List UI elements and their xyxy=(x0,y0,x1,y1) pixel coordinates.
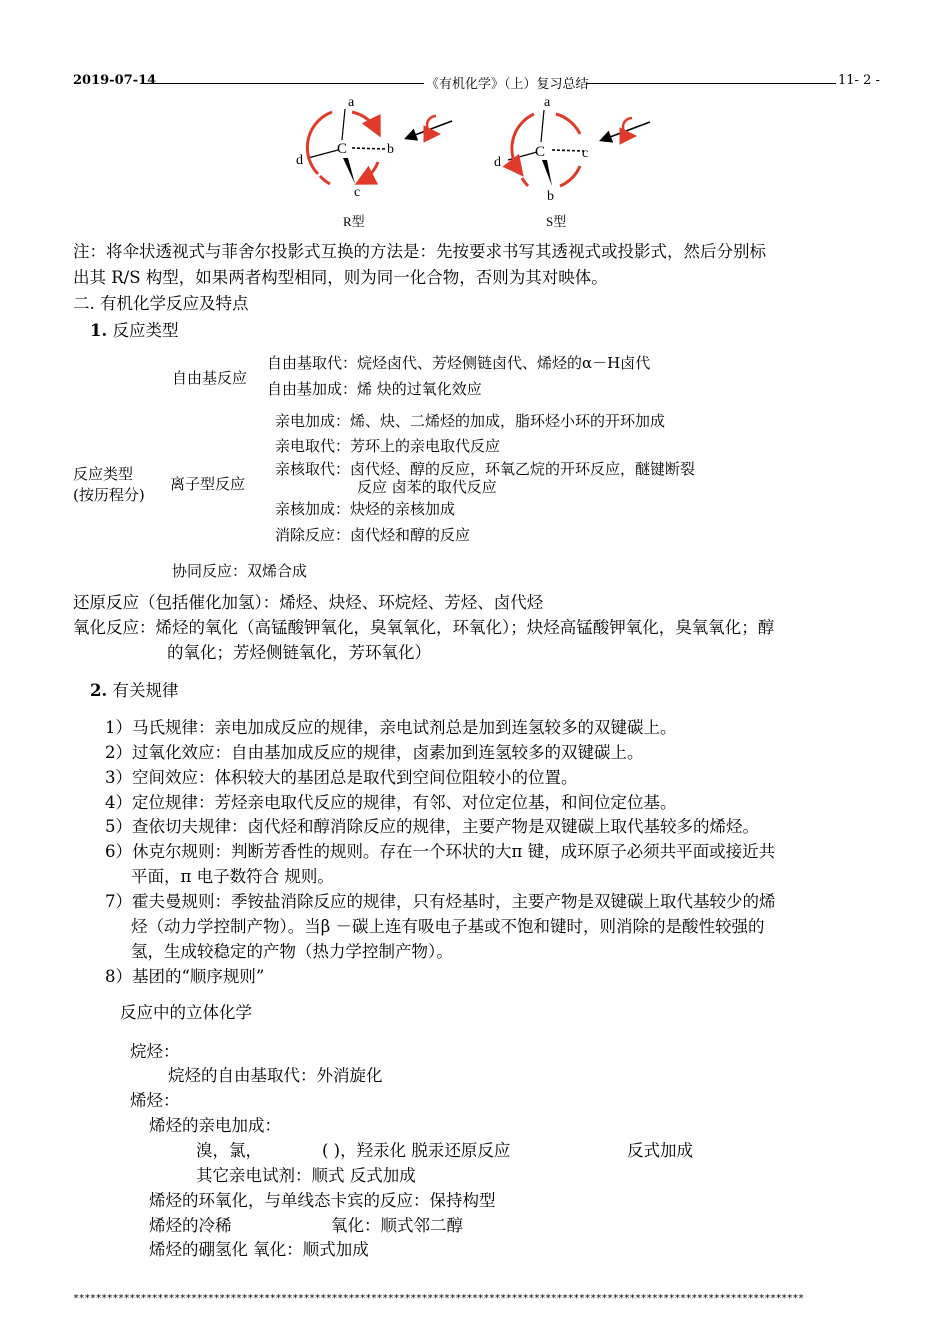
header-date: 2019-07-14 xyxy=(73,73,157,88)
stereo-alkene-ea: 烯烃的亲电加成： xyxy=(149,1116,281,1135)
r-label-carbon: C xyxy=(337,141,348,157)
tree-ionic-5: 消除反应：卤代烃和醇的反应 xyxy=(275,526,471,544)
r-label-d: d xyxy=(296,153,303,168)
rule-8: 8）基团的“顺序规则” xyxy=(105,967,265,986)
rule-5: 5）查依切夫规律：卤代烃和醇消除反应的规律，主要产物是双键碳上取代基较多的烯烃。 xyxy=(105,817,759,836)
tree-ionic-1: 亲电加成：烯、炔、二烯烃的加成，脂环烃小环的开环加成 xyxy=(275,412,666,430)
stereo-hydroboration: 烯烃的硼氢化 氧化：顺式加成 xyxy=(149,1240,369,1259)
stereo-alkane-heading: 烷烃： xyxy=(130,1042,180,1061)
rule-1: 1）马氏规律：亲电加成反应的规律，亲电试剂总是加到连氢较多的双键碳上。 xyxy=(105,718,677,737)
tree-root-line-1: 反应类型 xyxy=(73,465,134,483)
subsection-2-number: 2. xyxy=(90,681,108,700)
tree-fr-addition: 自由基加成：烯 炔的过氧化效应 xyxy=(267,380,482,398)
stereo-anti-addition: 反式加成 xyxy=(627,1141,693,1160)
stereo-title: 反应中的立体化学 xyxy=(120,1003,252,1022)
tree-concerted: 协同反应：双烯合成 xyxy=(172,562,308,580)
tree-ionic-4: 亲核加成：炔烃的亲核加成 xyxy=(275,500,456,518)
s-label-c: c xyxy=(582,146,589,161)
tree-root-line-2: (按历程分) xyxy=(73,486,145,504)
stereo-cold-dilute: 烯烃的冷稀 xyxy=(149,1216,232,1235)
header-page: 11- 2 - xyxy=(838,73,880,88)
rs-configuration-figure xyxy=(290,92,670,232)
oxidation-line-2: 的氧化；芳烃侧链氧化，芳环氧化） xyxy=(167,643,431,662)
subsection-2-heading xyxy=(90,677,178,701)
reduction-line: 还原反应（包括催化加氢）：烯烃、炔烃、环烷烃、芳烃、卤代烃 xyxy=(73,593,544,612)
stereo-alkane-rxn: 烷烃的自由基取代：外消旋化 xyxy=(168,1066,383,1085)
section2-title: 二. 有机化学反应及特点 xyxy=(73,294,249,313)
tree-ionic-3b: 反应 卤苯的取代反应 xyxy=(357,478,497,496)
tree-free-radical: 自由基反应 xyxy=(172,369,248,387)
s-label-carbon: C xyxy=(535,144,546,160)
r-label-c: c xyxy=(354,185,361,200)
rule-6-line-2: 平面，π 电子数符合 规则。 xyxy=(131,867,334,886)
r-caption: R型 xyxy=(343,214,365,229)
subsection-1-label: 反应类型 xyxy=(112,321,179,340)
tree-fr-substitution: 自由基取代：烷烃卤代、芳烃侧链卤代、烯烃的α－H卤代 xyxy=(267,354,651,372)
tree-ionic-3a: 亲核取代：卤代烃、醇的反应，环氧乙烷的开环反应，醚键断裂 xyxy=(275,460,696,478)
stereo-halogen: 溴，氯， xyxy=(196,1141,262,1160)
rule-2: 2）过氧化效应：自由基加成反应的规律，卤素加到连氢较多的双键碳上。 xyxy=(105,743,644,762)
rule-4: 4）定位规律：芳烃亲电取代反应的规律，有邻、对位定位基，和间位定位基。 xyxy=(105,793,677,812)
rule-6-line-1: 6）休克尔规则：判断芳香性的规则。存在一个环状的大π 键，成环原子必须共平面或接近共 xyxy=(105,842,776,861)
subsection-1-number: 1. xyxy=(90,321,108,340)
rule-7-line-1: 7）霍夫曼规则：季铵盐消除反应的规律，只有烃基时，主要产物是双键碳上取代基较少的烯 xyxy=(105,892,776,911)
subsection-2-label: 有关规律 xyxy=(112,681,179,700)
header-rule-left xyxy=(141,83,424,84)
rule-3: 3）空间效应：体积较大的基团总是取代到空间位阻较小的位置。 xyxy=(105,768,578,787)
rule-7-line-3: 氢，生成较稳定的产物（热力学控制产物）。 xyxy=(131,942,453,961)
stereo-syn-diol: 氧化：顺式邻二醇 xyxy=(331,1216,463,1235)
stereo-epoxidation: 烯烃的环氧化，与单线态卡宾的反应：保持构型 xyxy=(149,1191,496,1210)
s-label-b: b xyxy=(547,189,554,204)
stereo-other-electrophiles: 其它亲电试剂：顺式 反式加成 xyxy=(196,1166,416,1185)
s-label-a: a xyxy=(544,95,551,110)
s-caption: S型 xyxy=(546,214,567,229)
header-rule-right xyxy=(586,83,836,84)
r-molecule xyxy=(296,95,452,229)
note-line-1: 注：将伞状透视式与菲舍尔投影式互换的方法是：先按要求书写其透视式或投影式，然后分别标 xyxy=(73,242,766,261)
header-title: 《有机化学》（上）复习总结 xyxy=(426,77,589,92)
note-line-2: 出其 R/S 构型，如果两者构型相同，则为同一化合物，否则为其对映体。 xyxy=(73,268,608,287)
subsection-1-heading xyxy=(90,317,178,341)
rule-7-line-2: 烃（动力学控制产物）。当β －碳上连有吸电子基或不饱和键时，则消除的是酸性较强的 xyxy=(131,917,765,936)
tree-ionic-2: 亲电取代：芳环上的亲电取代反应 xyxy=(275,437,501,455)
stereo-alkene-heading: 烯烃： xyxy=(130,1091,180,1110)
footer-star-rule: ********************************************************************************************************************************** xyxy=(73,1293,804,1304)
s-label-d: d xyxy=(494,155,501,170)
r-label-b: b xyxy=(387,142,394,157)
stereo-oxymercuration: ( )，羟汞化 脱汞还原反应 xyxy=(322,1141,511,1160)
oxidation-line-1: 氧化反应：烯烃的氧化（高锰酸钾氧化，臭氧氧化，环氧化）；炔烃高锰酸钾氧化，臭氧氧化；醇 xyxy=(73,618,775,637)
s-molecule xyxy=(494,95,650,229)
r-label-a: a xyxy=(348,95,355,110)
tree-ionic: 离子型反应 xyxy=(170,475,246,493)
